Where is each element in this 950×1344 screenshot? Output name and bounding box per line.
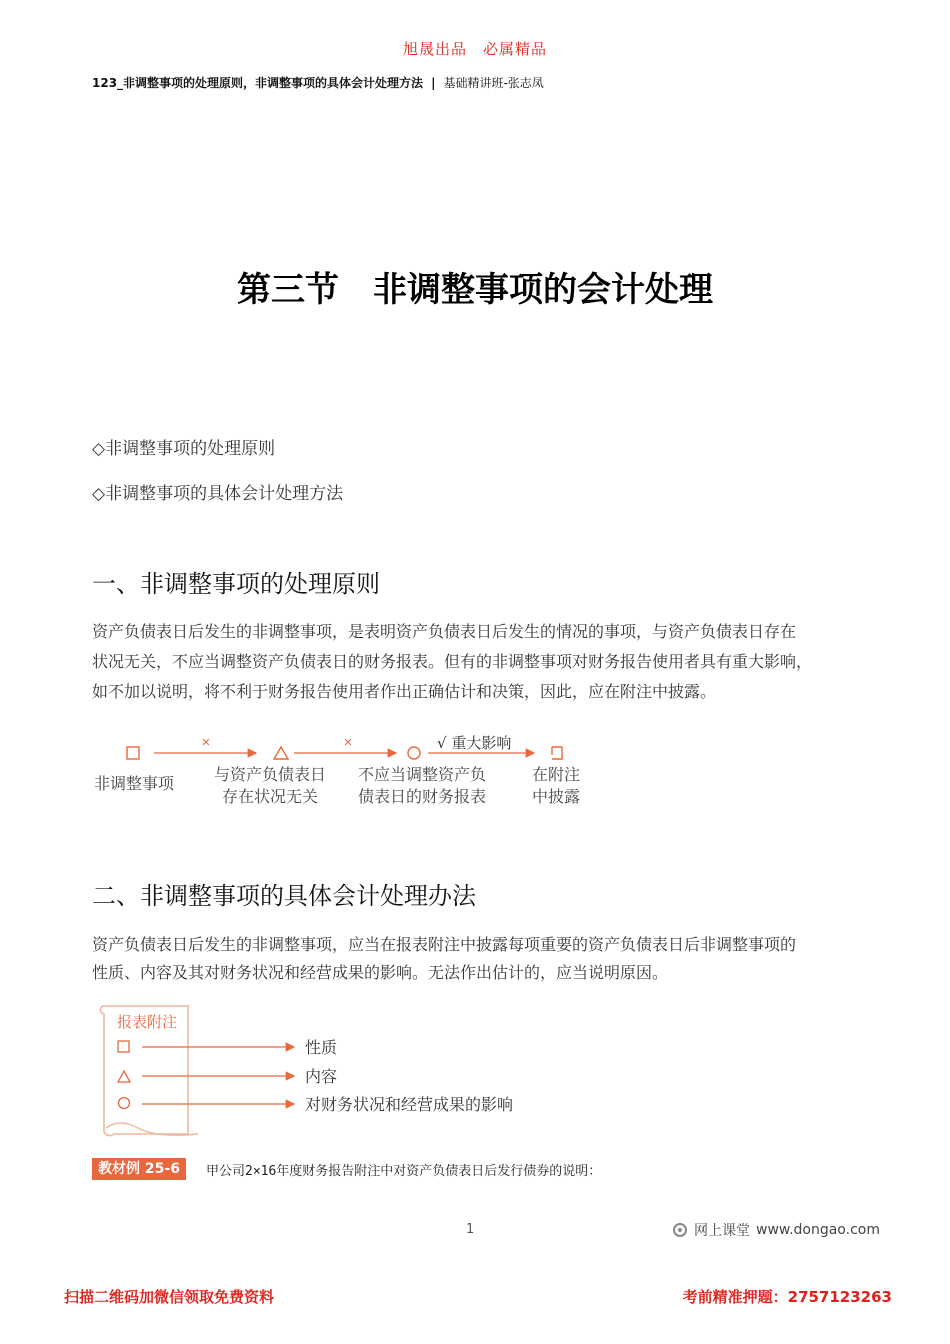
- circle-icon: [119, 1098, 130, 1109]
- paragraph-line: 性质、内容及其对财务状况和经营成果的影响。无法作出估计的，应当说明原因。: [92, 963, 669, 982]
- flow-node-2-line2: 存在状况无关: [221, 787, 319, 806]
- notes-scroll-diagram: [90, 1000, 550, 1142]
- course-name: 基础精讲班-张志凤: [443, 76, 544, 90]
- toc-item-principle[interactable]: ◇非调整事项的处理原则: [92, 439, 276, 459]
- flow-node-2-line1: 与资产负债表日: [213, 765, 327, 784]
- note-icon: [552, 747, 562, 759]
- document-header: [92, 74, 544, 91]
- promo-left: 扫描二维码加微信领取免费资料: [64, 1288, 275, 1306]
- flow-node-4-line1: 在附注: [531, 765, 581, 784]
- paragraph-part2: [92, 931, 862, 987]
- brand-banner: 旭晟出品 必属精品: [402, 40, 547, 58]
- section-title: 第三节 非调整事项的会计处理: [237, 270, 713, 310]
- site-url[interactable]: www.dongao.com: [756, 1222, 880, 1238]
- circle-icon: [408, 747, 420, 759]
- page-number: 1: [466, 1222, 475, 1237]
- example-badge: 教材例 25-6: [92, 1158, 186, 1180]
- paragraph-part1: [92, 617, 862, 707]
- triangle-icon: [274, 747, 288, 759]
- heading-part1: 一、非调整事项的处理原则: [92, 570, 380, 598]
- paragraph-line: 资产负债表日后发生的非调整事项，应当在报表附注中披露每项重要的资产负债表日后非调整事项的: [92, 935, 797, 954]
- flow-diagram: [88, 728, 608, 812]
- promo-right: 考前精准押题：2757123263: [682, 1288, 892, 1306]
- square-icon: [118, 1041, 129, 1052]
- paragraph-line: 资产负债表日后发生的非调整事项，是表明资产负债表日后发生的情况的事项，与资产负债表日存在: [92, 622, 797, 641]
- toc-item-method[interactable]: ◇非调整事项的具体会计处理方法: [92, 484, 344, 504]
- flow-node-3-line2: 债表日的财务报表: [357, 787, 487, 806]
- scroll-title: 报表附注: [117, 1013, 178, 1031]
- doc-title: 123_非调整事项的处理原则，非调整事项的具体会计处理方法: [92, 76, 424, 90]
- heading-part2: 二、非调整事项的具体会计处理办法: [92, 882, 476, 910]
- paragraph-line: 状况无关，不应当调整资产负债表日的财务报表。但有的非调整事项对财务报告使用者具有重大影响，: [92, 652, 813, 671]
- paragraph-line: 如不加以说明，将不利于财务报告使用者作出正确估计和决策，因此，应在附注中披露。: [92, 682, 717, 701]
- scroll-item-impact: 对财务状况和经营成果的影响: [305, 1095, 514, 1114]
- scroll-item-nature: 性质: [305, 1038, 338, 1057]
- triangle-icon: [118, 1071, 130, 1082]
- scroll-item-content: 内容: [305, 1067, 338, 1086]
- footer-site[interactable]: [672, 1220, 880, 1240]
- flow-arrow-label: √ 重大影响: [437, 734, 512, 752]
- dongao-logo-icon: [672, 1222, 688, 1238]
- cross-icon: ✕: [343, 736, 353, 749]
- flow-node-3-line1: 不应当调整资产负: [357, 765, 487, 784]
- flow-node-1: 非调整事项: [94, 774, 175, 793]
- cross-icon: ✕: [201, 736, 211, 749]
- square-icon: [127, 747, 139, 759]
- example-text: 甲公司2×16年度财务报告附注中对资产负债表日后发行债券的说明：: [206, 1164, 602, 1179]
- flow-node-4-line2: 中披露: [531, 787, 581, 806]
- site-label: 网上课堂: [694, 1223, 750, 1239]
- header-separator: |: [431, 76, 436, 90]
